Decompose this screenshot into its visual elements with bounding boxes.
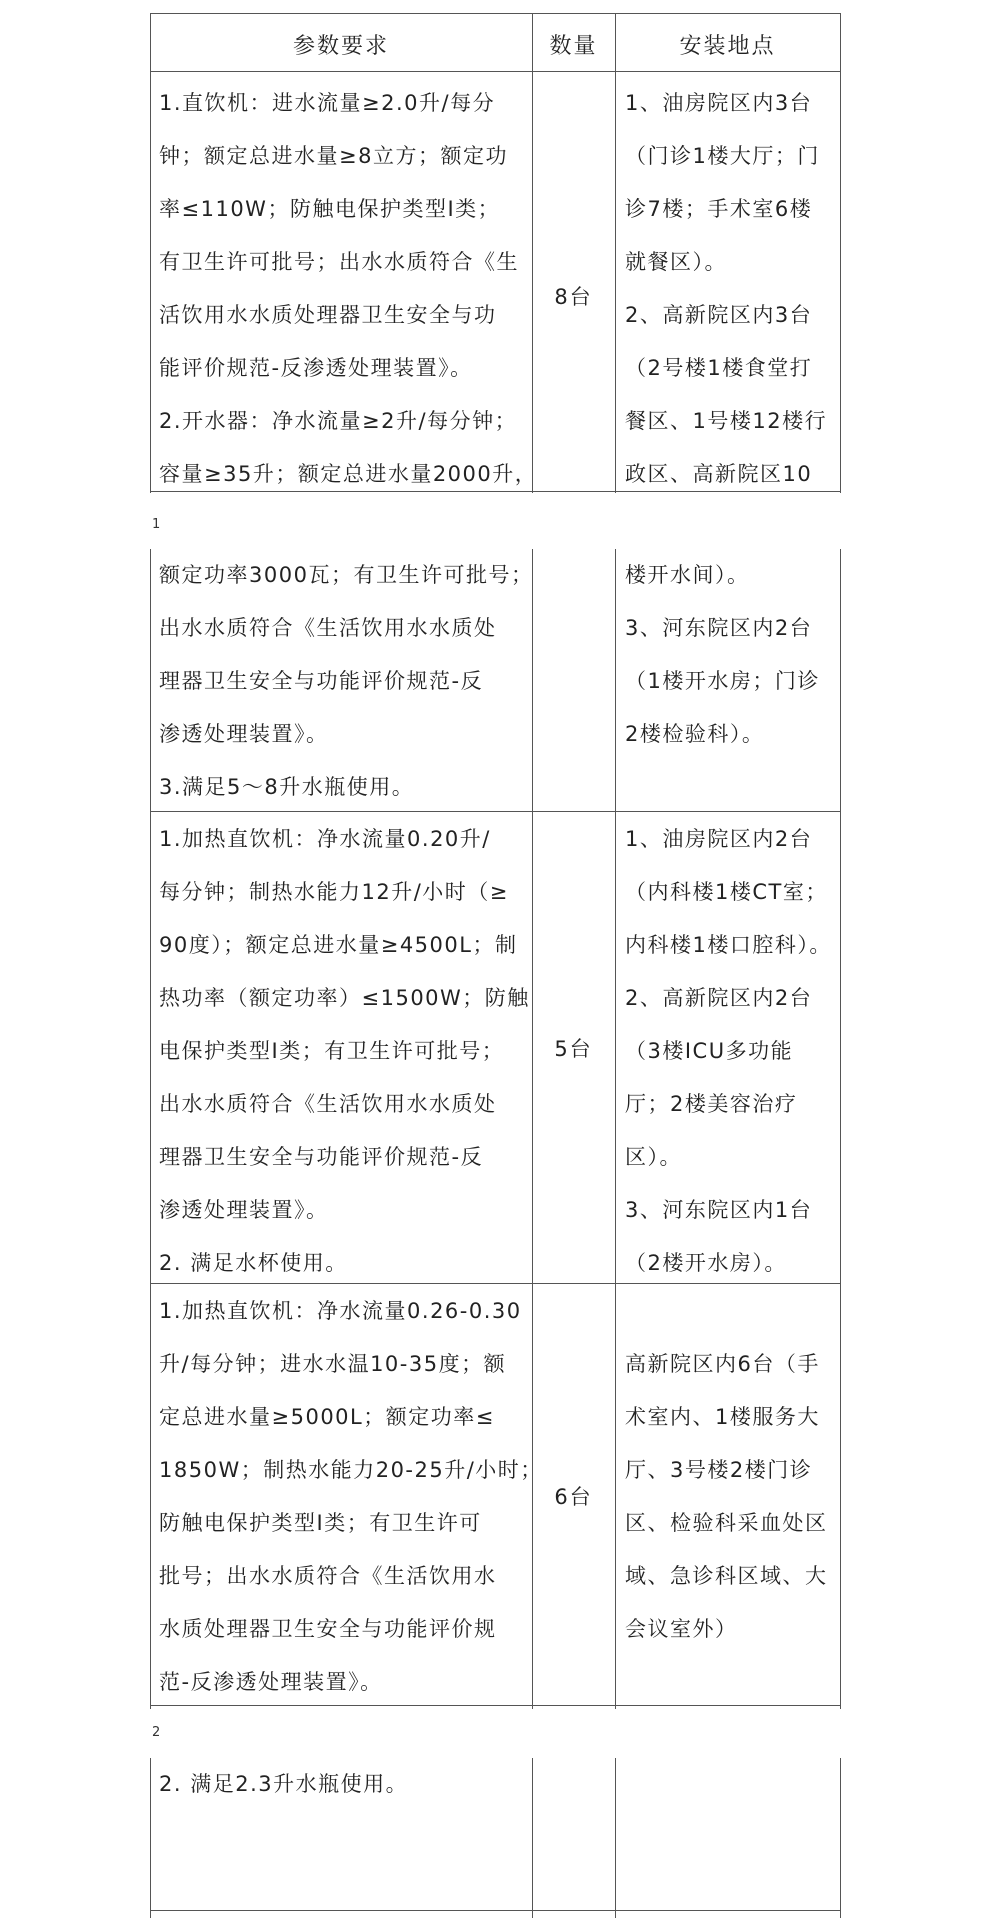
table-divider-params-qty (532, 1758, 533, 1918)
row1-quantity: 8台 (554, 285, 593, 309)
row3-location-line: 高新院区内6台（手 (625, 1352, 820, 1376)
row2-location-line: 区）。 (625, 1145, 682, 1169)
header-divider (150, 71, 840, 72)
row1-params-line: 额定功率3000瓦；有卫生许可批号； (159, 563, 534, 587)
row3-params-line: 防触电保护类型Ⅰ类；有卫生许可 (159, 1511, 482, 1535)
row2-location-line: 3、河东院区内1台 (625, 1198, 813, 1222)
row1-location-line: （门诊1楼大厅；门 (625, 144, 820, 168)
row1-location-continued (625, 549, 820, 761)
row1-params-line: 出水水质符合《生活饮用水水质处 (159, 616, 497, 640)
row1-params-line: 理器卫生安全与功能评价规范-反 (159, 669, 484, 693)
table-border-right (840, 13, 841, 493)
row1-params-line: 能评价规范-反渗透处理装置》。 (159, 356, 473, 380)
table-page1 (150, 13, 840, 493)
row1-params-line: 容量≥35升；额定总进水量2000升， (159, 462, 538, 486)
row3-location-line: 域、急诊科区域、大 (625, 1564, 828, 1588)
row2-params-line: 热功率（额定功率）≤1500W；防触 (159, 986, 530, 1010)
table-border-bottom (150, 1910, 840, 1911)
table-divider-qty-loc (615, 549, 616, 1709)
row3-params-line: 定总进水量≥5000L；额定功率≤ (159, 1405, 495, 1429)
row3-params-line: 1.加热直饮机：净水流量0.26-0.30 (159, 1299, 522, 1323)
row1-location-line: 诊7楼；手术室6楼 (625, 197, 813, 221)
table-border-left (150, 549, 151, 1709)
header-location: 安装地点 (679, 34, 776, 59)
row1-location-line: 政区、高新院区10 (625, 462, 813, 486)
header-qty: 数量 (549, 34, 598, 59)
row3-params-line: 批号；出水水质符合《生活饮用水 (159, 1564, 497, 1588)
row2-params-line: 1.加热直饮机：净水流量0.20升/ (159, 827, 491, 851)
row1-params-line: 活饮用水水质处理器卫生安全与功 (159, 303, 497, 327)
row2-params-line: 理器卫生安全与功能评价规范-反 (159, 1145, 484, 1169)
row3-params-line: 水质处理器卫生安全与功能评价规 (159, 1617, 497, 1641)
row2-params-line: 渗透处理装置》。 (159, 1198, 329, 1222)
row2-location-line: （2楼开水房）。 (625, 1251, 787, 1275)
row3-location-line: 术室内、1楼服务大 (625, 1405, 820, 1429)
row1-params-line: 钟；额定总进水量≥8立方；额定功 (159, 144, 508, 168)
row2-location (625, 813, 832, 1290)
row3-location-line: 区、检验科采血处区 (625, 1511, 828, 1535)
row1-location-line: 就餐区）。 (625, 250, 727, 274)
table-page3 (150, 1758, 840, 1918)
row1-params-line: 渗透处理装置》。 (159, 722, 329, 746)
header-params: 参数要求 (292, 34, 389, 59)
row1-location-line: （2号楼1楼食堂打 (625, 356, 813, 380)
table-border-left (150, 13, 151, 493)
row1-params-line: 1.直饮机：进水流量≥2.0升/每分 (159, 91, 496, 115)
page-number: 2 (152, 1725, 161, 1740)
row3-quantity: 6台 (554, 1485, 593, 1509)
table-border-right (840, 549, 841, 1709)
row1-location-line: （1楼开水房；门诊 (625, 669, 820, 693)
row3-params-line: 范-反渗透处理装置》。 (159, 1670, 383, 1694)
table-divider-qty-loc (615, 13, 616, 493)
row2-params (159, 813, 530, 1290)
row2-params-line: 2. 满足水杯使用。 (159, 1251, 348, 1275)
row2-location-line: 厅；2楼美容治疗 (625, 1092, 798, 1116)
row1-params-line: 有卫生许可批号；出水水质符合《生 (159, 250, 519, 274)
row3-params-line: 2. 满足2.3升水瓶使用。 (159, 1772, 409, 1796)
row3-location-line: 厅、3号楼2楼门诊 (625, 1458, 813, 1482)
row2-location-line: （内科楼1楼CT室； (625, 880, 828, 904)
row3-params-line: 升/每分钟；进水水温10-35度；额 (159, 1352, 507, 1376)
row2-params-line: 90度）；额定总进水量≥4500L；制 (159, 933, 518, 957)
row2-location-line: 2、高新院区内2台 (625, 986, 813, 1010)
row1-location-line: 3、河东院区内2台 (625, 616, 813, 640)
page-number: 1 (152, 517, 161, 532)
row1-location-line: 餐区、1号楼12楼行 (625, 409, 828, 433)
row1-params-line: 率≤110W；防触电保护类型Ⅰ类； (159, 197, 501, 221)
table-border-top (150, 13, 840, 14)
table-border-left (150, 1758, 151, 1918)
row2-params-line: 电保护类型Ⅰ类；有卫生许可批号； (159, 1039, 505, 1063)
table-divider-qty-loc (615, 1758, 616, 1918)
row3-location (625, 1338, 828, 1656)
row1-location-line: 2楼检验科）。 (625, 722, 765, 746)
row1-location-line: 1、油房院区内3台 (625, 91, 813, 115)
row1-location (625, 77, 827, 501)
row2-quantity: 5台 (554, 1037, 593, 1061)
row2-location-line: 1、油房院区内2台 (625, 827, 813, 851)
row3-params-line: 1850W；制热水能力20-25升/小时； (159, 1458, 543, 1482)
row1-params (159, 77, 537, 501)
row3-params-continued (159, 1758, 408, 1811)
row2-location-line: 内科楼1楼口腔科）。 (625, 933, 832, 957)
row1-params-line: 3.满足5～8升水瓶使用。 (159, 775, 415, 799)
row1-params-continued (159, 549, 533, 814)
row3-params (159, 1285, 543, 1709)
row2-location-line: （3楼ICU多功能 (625, 1039, 794, 1063)
row1-params-line: 2.开水器：净水流量≥2升/每分钟； (159, 409, 518, 433)
row1-location-line: 2、高新院区内3台 (625, 303, 813, 327)
row1-location-line: 楼开水间）。 (625, 563, 750, 587)
table-border-right (840, 1758, 841, 1918)
row3-location-line: 会议室外） (625, 1617, 738, 1641)
table-page2 (150, 549, 840, 1709)
row2-params-line: 出水水质符合《生活饮用水水质处 (159, 1092, 497, 1116)
row2-params-line: 每分钟；制热水能力12升/小时（≥ (159, 880, 509, 904)
